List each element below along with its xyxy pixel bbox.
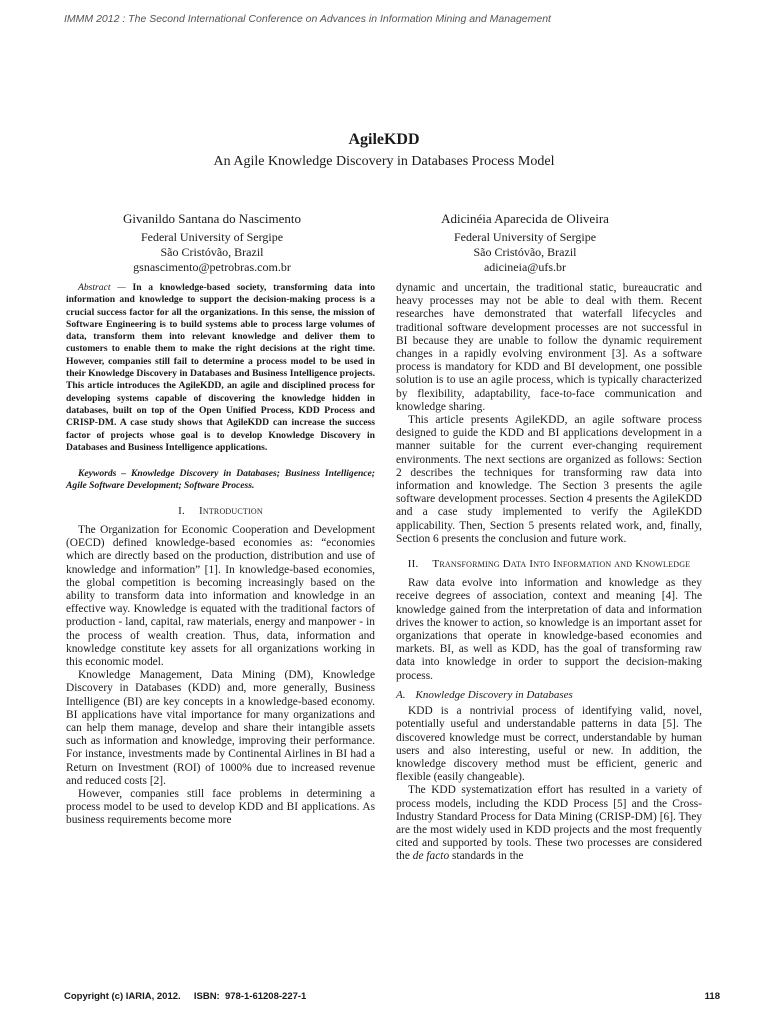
paragraph: However, companies still face problems in determining a process model to be used to develop KDD and BI applications. As business requirements become more: [66, 788, 375, 827]
paragraph-text: The KDD systematization effort has resulted in a variety of process models, including the KDD Process [5] and the Cross-Industry Standard Process for Data Mining (CRISP-DM) [6]. They are the most widely used in KDD projects and the most frequently cited and supported by tools. These two processes are considered the: [396, 784, 702, 863]
left-column: [66, 282, 375, 828]
subsection-heading-kdd: [396, 689, 702, 702]
subsection-title: Knowledge Discovery in Databases: [415, 688, 573, 701]
paragraph: Knowledge Management, Data Mining (DM), Knowledge Discovery in Databases (KDD) and, more generally, Business Intelligence (BI) are key concepts in a knowledge-based economy. BI applications have vital importance for many organizations and can help them manage, develop and share their intangible assets such as information and knowledge, improving their performance. For instance, investments made by Continental Airlines in BI had a Return on Investment (ROI) of 1000% due to increased revenue and reduced costs [2].: [66, 669, 375, 787]
section-heading-transforming-data: [396, 558, 702, 571]
paper-title: AgileKDD: [348, 131, 420, 148]
abstract-label: Abstract —: [78, 282, 133, 293]
author-email: gsnascimento@petrobras.com.br: [133, 260, 291, 274]
author-affiliation: Federal University of Sergipe: [140, 230, 284, 244]
section-heading-introduction: [66, 505, 375, 518]
right-column: [396, 282, 702, 864]
emphasis-text: de facto: [412, 850, 450, 863]
author-affiliation: Federal University of Sergipe: [453, 230, 597, 244]
paragraph: dynamic and uncertain, the traditional static, bureaucratic and heavy processes may not be able to deal with them. Recent researches have demonstrated that waterfall lifecycles and traditional software development processes are not successful in BI because they are unable to follow the dynamic requirement changes in a rapidly evolving environment [3]. As a software process is mandatory for KDD and BI development, one possible solution is to use an agile process, which is typically characterized by flexibility, adaptability, face-to-face communication and knowledge sharing.: [396, 282, 702, 413]
keywords: Keywords – Knowledge Discovery in Databases; Business Intelligence; Agile Software Development; Software Process.: [66, 468, 375, 492]
author-name: Givanildo Santana do Nascimento: [123, 211, 301, 226]
section-number: I.: [178, 504, 185, 517]
author-block-2: [405, 211, 645, 275]
paragraph: This article presents AgileKDD, an agile software process designed to guide the KDD and BI applications development in a manner suitable for the current ever-changing requirement environments. The next sections are organized as follows: Section 2 describes the techniques for transforming raw data into information and knowledge. The Section 3 presents the agile software development processes. Section 4 presents the AgileKDD and a case study implemented to verify the AgileKDD applicability. Then, Section 5 presents related work, and, finally, Section 6 presents the conclusion and future work.: [396, 414, 702, 545]
paper-subtitle: An Agile Knowledge Discovery in Databases Process Model: [213, 154, 555, 169]
section-title: Transforming Data Into Information and Knowledge: [432, 558, 691, 571]
conference-header: IMMM 2012 : The Second International Conference on Advances in Information Mining and Management: [64, 13, 551, 25]
section-title: Introduction: [198, 504, 263, 517]
paragraph: The Organization for Economic Cooperation and Development (OECD) defined knowledge-based economies as: “economies which are directly based on the production, distribution and use of knowledge and information” [1]. In knowledge-based economies, the global competition is becoming increasingly based on the ability to transform data into information and knowledge in an effective way. Knowledge is equated with the traditional factors of production - land, capital, raw materials, energy and manpower - in the process of wealth creation. Thus, data, information and knowledge constitute key assets for all organizations working in this economic model.: [66, 523, 375, 668]
subsection-number: A.: [396, 688, 406, 701]
author-location: São Cristóvão, Brazil: [473, 245, 577, 259]
abstract: [66, 282, 375, 454]
author-email: adicineia@ufs.br: [483, 260, 567, 274]
abstract-text: In a knowledge-based society, transforming data into information and knowledge to support the decision-making process is a crucial success factor for all the organizations. In this sense, the mission of Software Engineering is to build systems able to process large volumes of data, transform them into relevant knowledge and deliver them to customers to enable them to make the right decisions at the right time. However, companies still fail to determine a process model to be used in their Knowledge Discovery in Databases and Business Intelligence projects. This article introduces the AgileKDD, an agile and disciplined process for developing systems capable of discovering the knowledge hidden in databases, built on top of the Open Unified Process, KDD Process and CRISP-DM. A case study shows that AgileKDD can increase the success factor of projects whose goal is to develop Knowledge Discovery in Databases and Business Intelligence applications.: [66, 282, 376, 453]
author-block-1: [92, 211, 332, 275]
author-name: Adicinéia Aparecida de Oliveira: [441, 211, 609, 226]
paragraph-text: standards in the: [449, 850, 524, 863]
paragraph: Raw data evolve into information and knowledge as they receive degrees of association, context and meaning [4]. The knowledge gained from the interpretation of data and information drives the knower to action, so knowledge is an important asset for organizations that operate in knowledge-based economies and markets. BI, as well as KDD, has the goal of transforming raw data into knowledge in order to support the decision-making process.: [396, 577, 702, 682]
section-number: II.: [407, 558, 419, 571]
paragraph: [396, 784, 702, 863]
paragraph: KDD is a nontrivial process of identifying valid, novel, potentially useful and understandable patterns in data [5]. The discovered knowledge must be correct, understandable by human users and also interesting, useful or new. In addition, the knowledge discovery method must be efficient, generic and flexible (easily changeable).: [396, 705, 702, 784]
page-number: 118: [704, 991, 720, 1002]
footer-copyright: Copyright (c) IARIA, 2012. ISBN: 978-1-61208-227-1: [64, 991, 307, 1002]
author-location: São Cristóvão, Brazil: [160, 245, 264, 259]
